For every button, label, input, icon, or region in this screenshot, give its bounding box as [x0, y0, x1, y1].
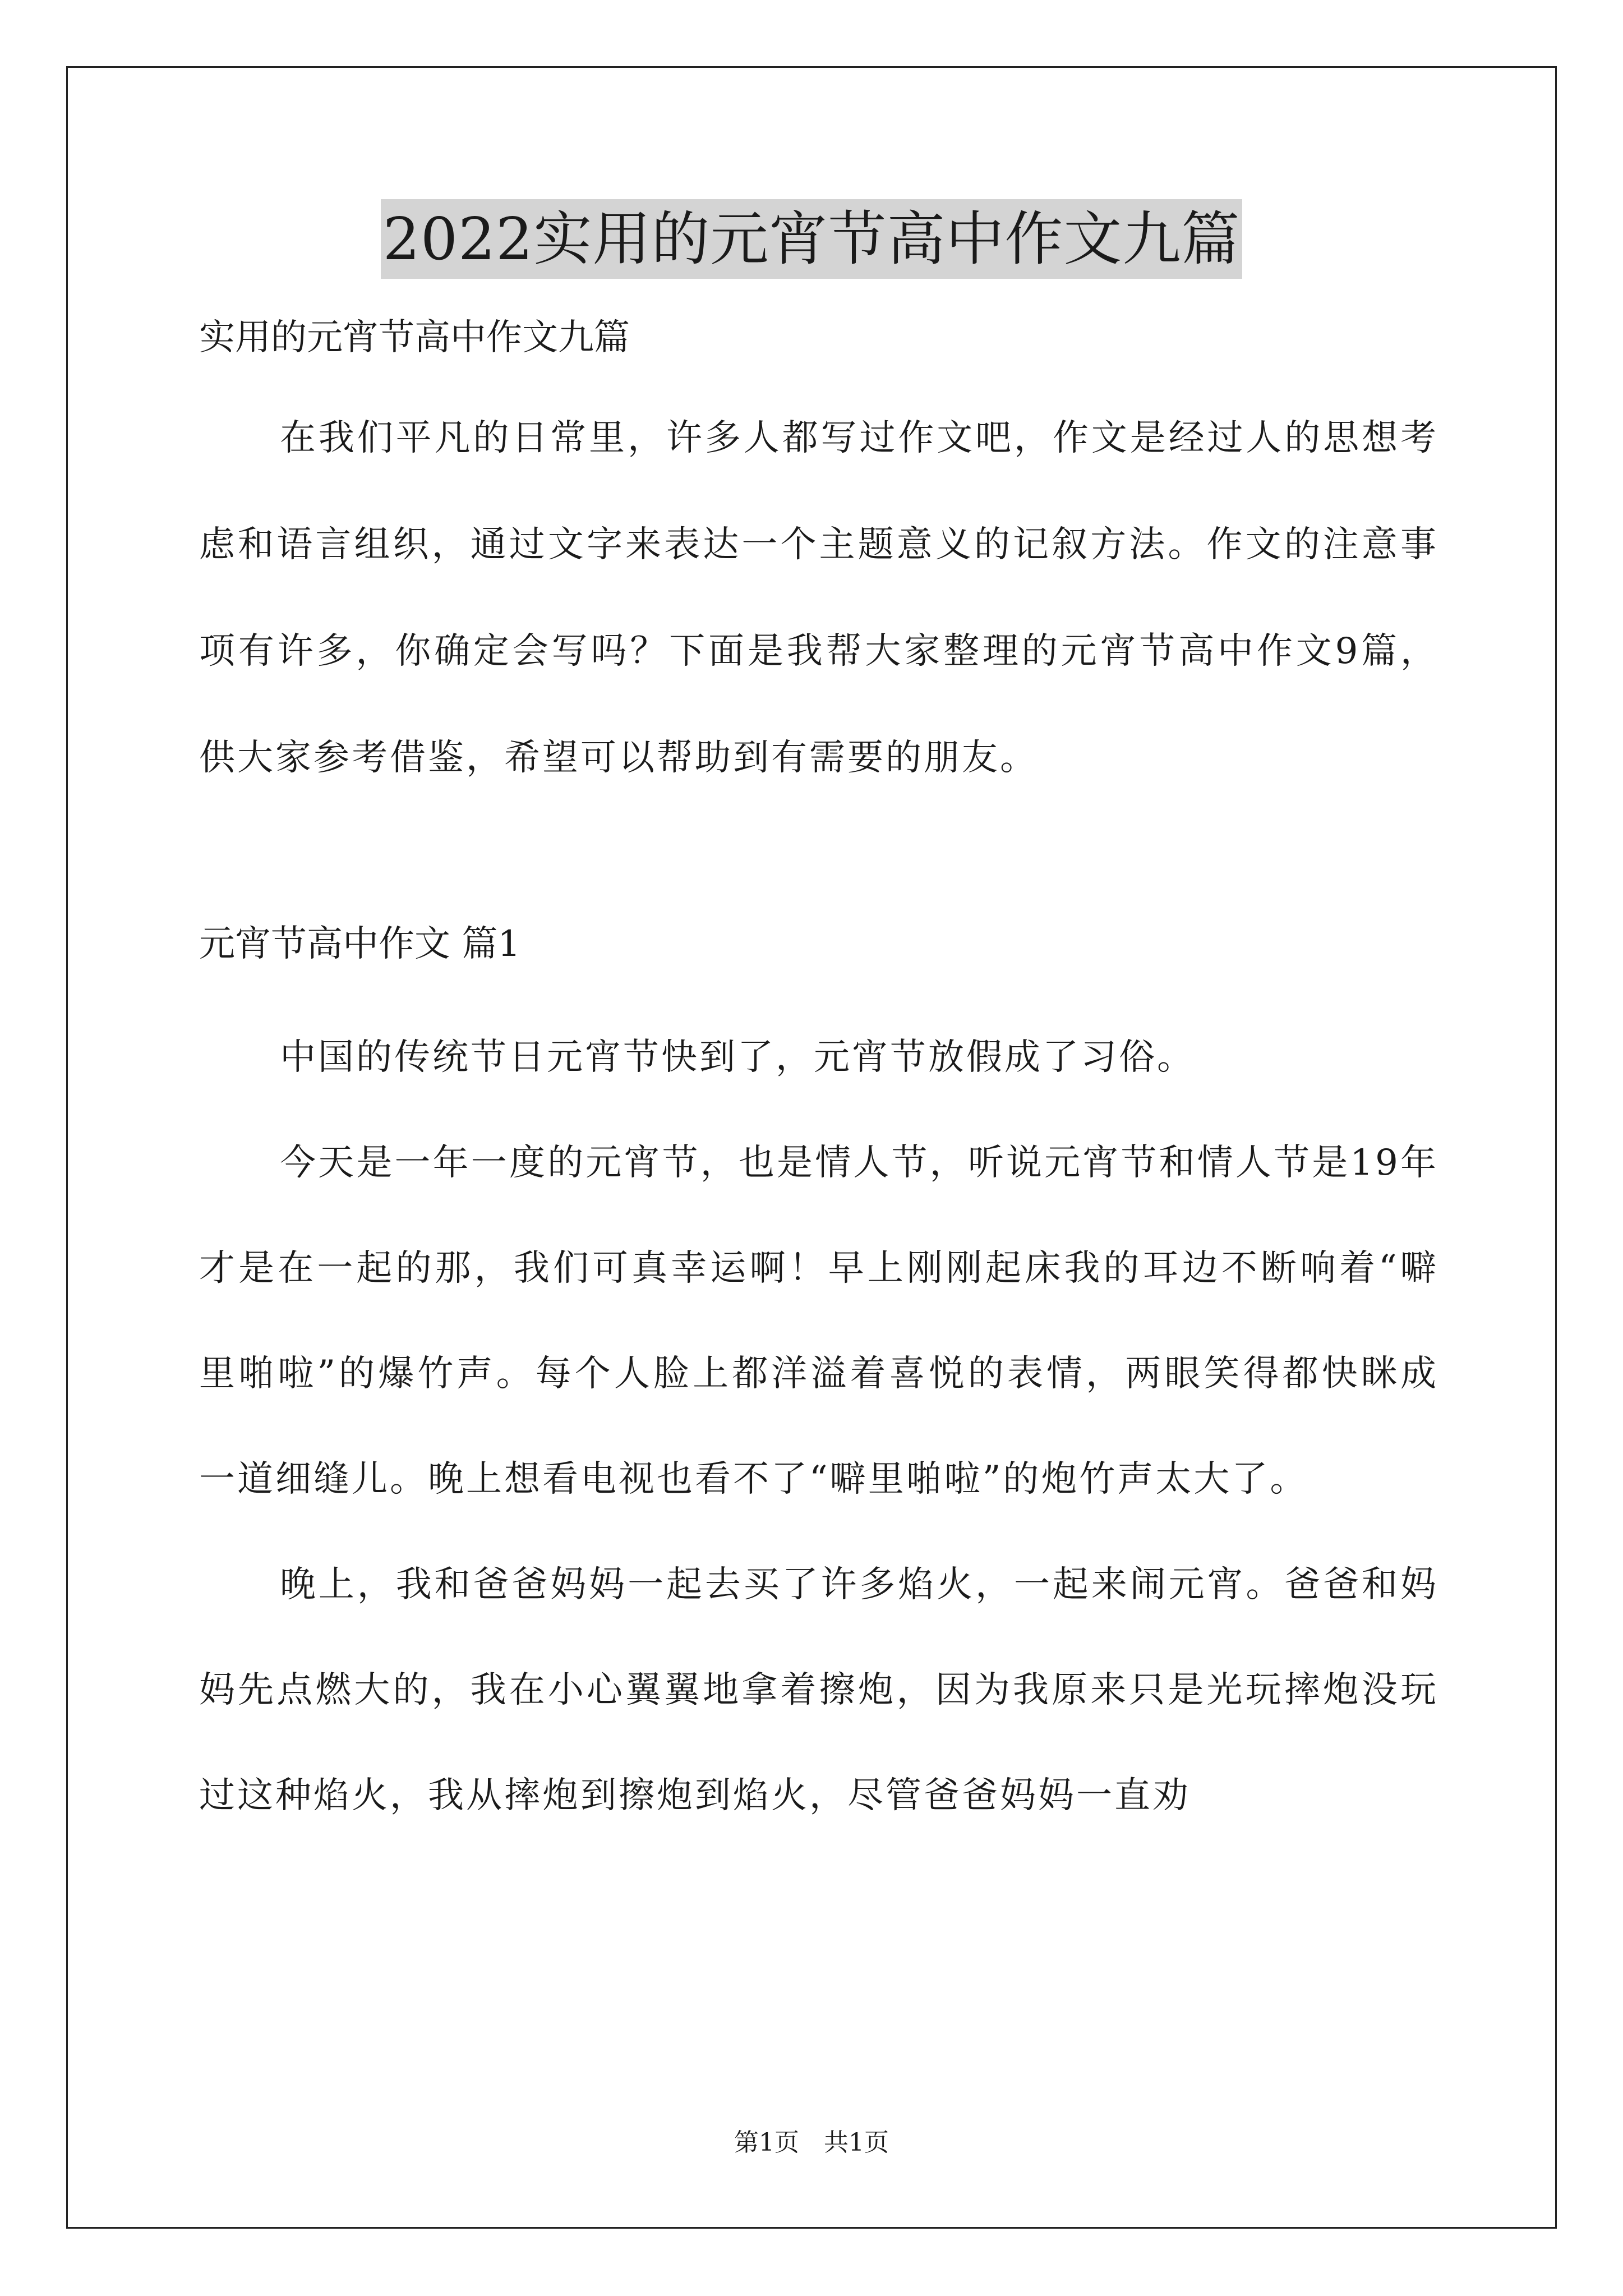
- document-body: [199, 311, 1438, 1848]
- page-number-footer: 第1页 共1页: [734, 2128, 889, 2157]
- body-paragraph: 晚上，我和爸爸妈妈一起去买了许多焰火，一起来闹元宵。爸爸和妈妈先点燃大的，我在小心翼翼地拿着擦炮，因为我原来只是光玩摔炮没玩过这种焰火，我从摔炮到擦炮到焰火，尽管爸爸妈妈一直劝: [199, 1564, 1438, 1816]
- intro-paragraph: 在我们平凡的日常里，许多人都写过作文吧，作文是经过人的思想考虑和语言组织，通过文字来表达一个主题意义的记叙方法。作文的注意事项有许多，你确定会写吗？下面是我帮大家整理的元宵节高中作文9篇，供大家参考借鉴，希望可以帮助到有需要的朋友。: [199, 417, 1438, 779]
- title-container: [0, 199, 1623, 279]
- body-paragraph: 中国的传统节日元宵节快到了，元宵节放假成了习俗。: [280, 1037, 1195, 1078]
- section-heading: 元宵节高中作文 篇1: [199, 923, 521, 965]
- document-title: 2022实用的元宵节高中作文九篇: [381, 199, 1243, 279]
- body-paragraph: 今天是一年一度的元宵节，也是情人节，听说元宵节和情人节是19年才是在一起的那，我们可真幸运啊！早上刚刚起床我的耳边不断响着“噼里啪啦”的爆竹声。每个人脸上都洋溢着喜悦的表情，两眼笑得都快眯成一道细缝儿。晚上想看电视也看不了“噼里啪啦”的炮竹声太大了。: [199, 1142, 1438, 1500]
- document-subtitle: 实用的元宵节高中作文九篇: [199, 317, 630, 358]
